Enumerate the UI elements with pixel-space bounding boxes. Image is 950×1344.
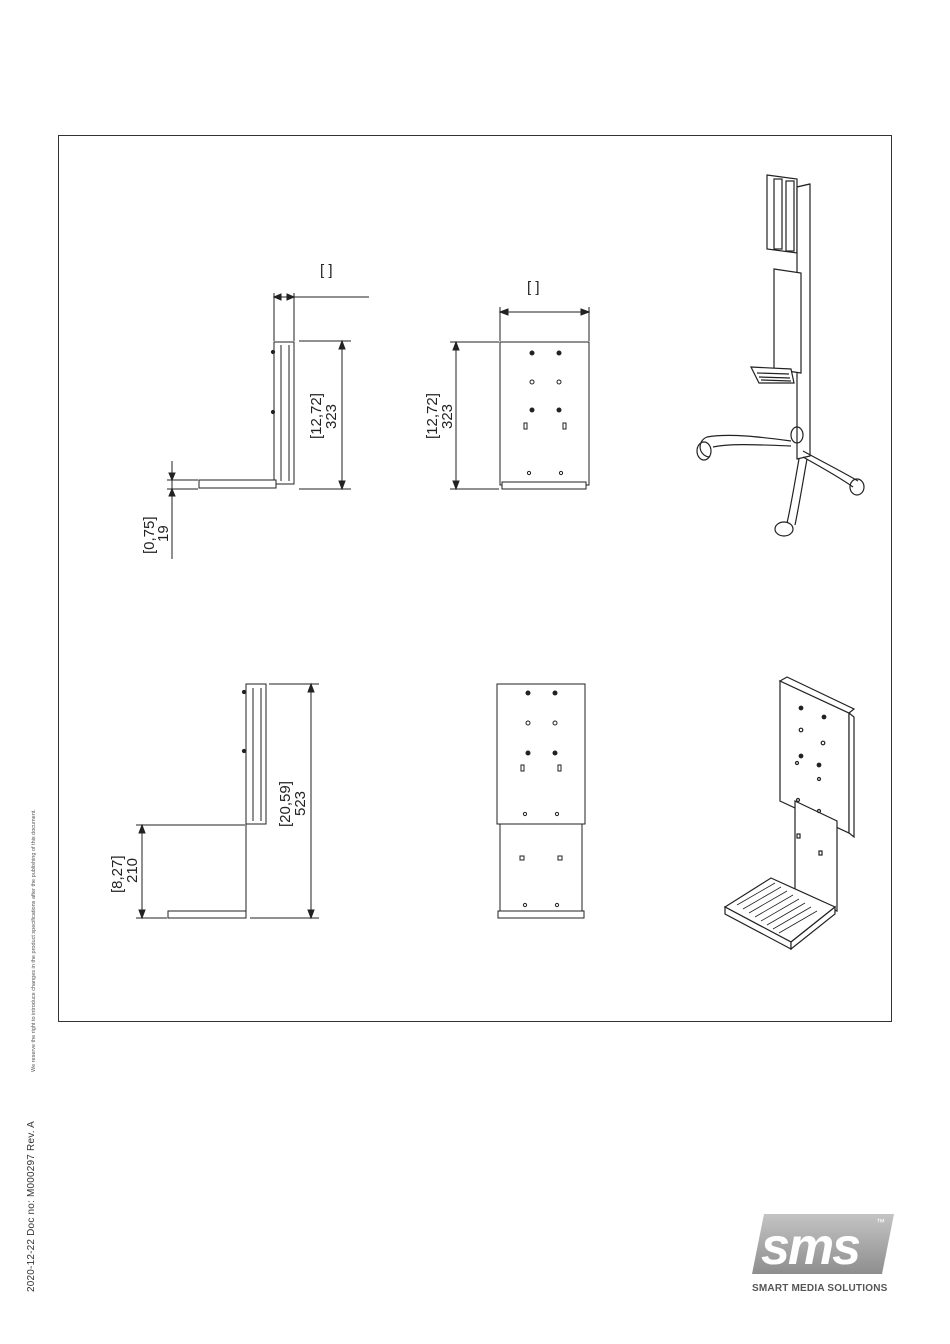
shelf-thickness-in: [0,75] — [141, 516, 158, 554]
drawing-frame — [58, 135, 892, 1022]
front-top-width-label: [ ] — [527, 279, 540, 296]
front-top-height-mm: 323 — [439, 403, 456, 429]
cart-iso-view — [697, 175, 864, 536]
side-top-height-in: [12,72] — [308, 393, 325, 439]
front-view-top — [450, 307, 589, 489]
side-bottom-shelf-mm: 210 — [124, 857, 141, 883]
technical-drawing — [59, 136, 893, 1023]
side-bottom-height-mm: 523 — [292, 790, 309, 816]
brand-tagline: SMART MEDIA SOLUTIONS — [752, 1283, 888, 1294]
disclaimer-text: We reserve the right to introduce changes in the product specifications after the publishing of this document. — [31, 809, 37, 1072]
front-view-bottom — [497, 684, 585, 918]
side-bottom-shelf-in: [8,27] — [109, 855, 126, 893]
side-top-height-mm: 323 — [323, 403, 340, 429]
side-bottom-height-in: [20,59] — [277, 781, 294, 827]
shelf-thickness-mm: 19 — [155, 525, 172, 542]
doc-info: 2020-12-22 Doc no: M000297 Rev. A — [26, 1121, 37, 1292]
bracket-iso-view — [725, 677, 854, 949]
trademark-symbol: ™ — [876, 1217, 885, 1227]
logo-wordmark: sms — [761, 1218, 860, 1276]
front-top-height-in: [12,72] — [424, 393, 441, 439]
side-top-width-label: [ ] — [320, 262, 333, 279]
